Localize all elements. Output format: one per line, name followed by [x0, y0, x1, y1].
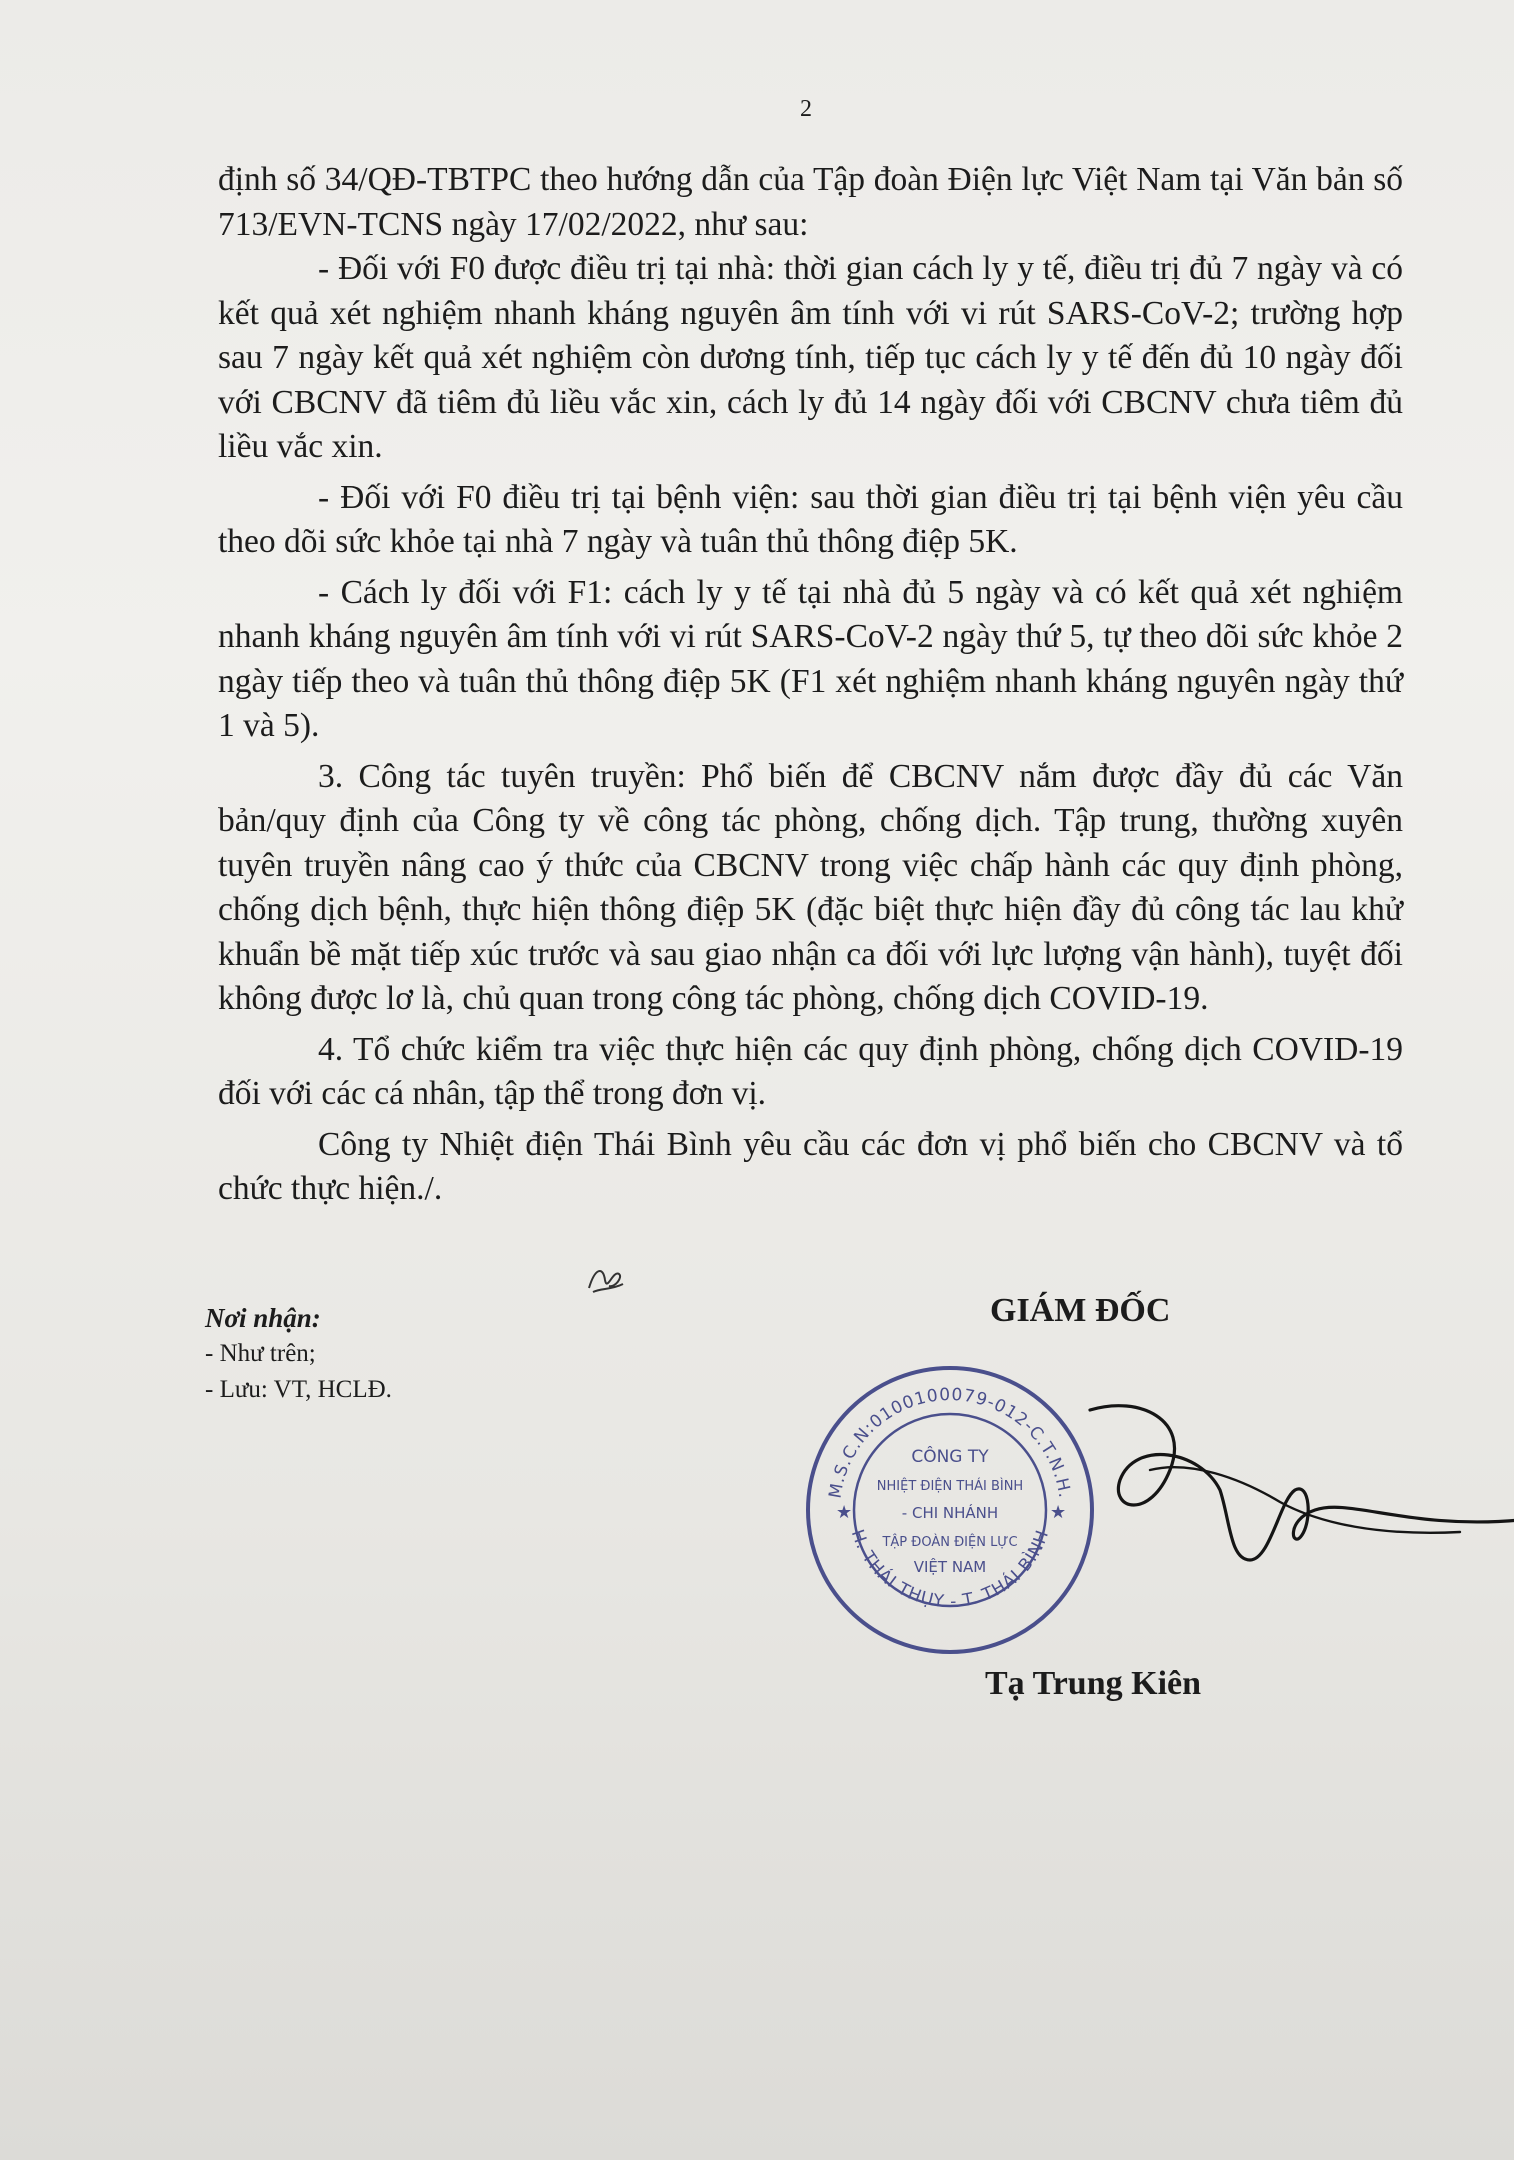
page-number: 2	[800, 96, 812, 122]
paragraph-continuation: định số 34/QĐ-TBTPC theo hướng dẫn của Tập đoàn Điện lực Việt Nam tại Văn bản số 713/EVN-TCNS ngày 17/02/2022, như sau:	[218, 161, 1403, 243]
svg-text:★: ★	[836, 1502, 853, 1522]
seal-bottom-text: H. THÁI THỤY - T. THÁI BÌNH	[846, 1527, 1054, 1612]
director-title: GIÁM ĐỐC	[990, 1292, 1171, 1329]
recipients-label: Nơi nhận:	[205, 1303, 321, 1333]
recipient-item: - Lưu: VT, HCLĐ.	[205, 1376, 392, 1403]
seal-line: NHIỆT ĐIỆN THÁI BÌNH	[876, 1479, 1024, 1494]
recipient-item: - Như trên;	[205, 1340, 316, 1367]
initials-mark	[585, 1258, 627, 1300]
seal-line: CÔNG TY	[911, 1447, 989, 1467]
paragraph-propaganda: 3. Công tác tuyên truyền: Phổ biến để CBCNV nắm được đầy đủ các Văn bản/quy định của Công ty về công tác phòng, chống dịch. Tập trung, thường xuyên tuyên truyền nâng cao ý thức của CBCNV trong việc chấp hành các quy định phòng, chống dịch bệnh, thực hiện thông điệp 5K (đặc biệt thực hiện đầy đủ công tác lau khử khuẩn bề mặt tiếp xúc trước và sau giao nhận ca đối với lực lượng vận hành), tuyệt đối không được lơ là, chủ quan trong công tác phòng, chống dịch COVID-19.	[218, 757, 1403, 1017]
recipients-block	[205, 1300, 392, 1408]
document-body	[218, 158, 1403, 1212]
director-signature	[1080, 1390, 1514, 1590]
svg-text:★: ★	[1050, 1502, 1067, 1522]
seal-ring-text: M.S.C.N:0100100079-012-C.T.N.H.	[825, 1384, 1075, 1500]
company-seal	[800, 1360, 1100, 1660]
paragraph-f0-home: - Đối với F0 được điều trị tại nhà: thời gian cách ly y tế, điều trị đủ 7 ngày và có kết quả xét nghiệm nhanh kháng nguyên âm tính với vi rút SARS-CoV-2; trường hợp sau 7 ngày kết quả xét nghiệm còn dương tính, tiếp tục cách ly y tế đến đủ 10 ngày đối với CBCNV đã tiêm đủ liều vắc xin, cách ly đủ 14 ngày đối với CBCNV chưa tiêm đủ liều vắc xin.	[218, 250, 1403, 465]
seal-line: - CHI NHÁNH	[901, 1504, 999, 1522]
director-name: Tạ Trung Kiên	[985, 1665, 1202, 1702]
seal-line: VIỆT NAM	[913, 1558, 987, 1576]
paragraph-closing: Công ty Nhiệt điện Thái Bình yêu cầu các đơn vị phổ biến cho CBCNV và tổ chức thực hiện./.	[218, 1125, 1403, 1207]
seal-line: TẬP ĐOÀN ĐIỆN LỰC	[882, 1535, 1018, 1550]
paragraph-inspection: 4. Tổ chức kiểm tra việc thực hiện các quy định phòng, chống dịch COVID-19 đối với các cá nhân, tập thể trong đơn vị.	[218, 1030, 1403, 1112]
paragraph-f1: - Cách ly đối với F1: cách ly y tế tại nhà đủ 5 ngày và có kết quả xét nghiệm nhanh kháng nguyên âm tính với vi rút SARS-CoV-2 ngày thứ 5, tự theo dõi sức khỏe 2 ngày tiếp theo và tuân thủ thông điệp 5K (F1 xét nghiệm nhanh kháng nguyên ngày thứ 1 và 5).	[218, 573, 1403, 744]
paragraph-f0-hospital: - Đối với F0 điều trị tại bệnh viện: sau thời gian điều trị tại bệnh viện yêu cầu theo dõi sức khỏe tại nhà 7 ngày và tuân thủ thông điệp 5K.	[218, 478, 1403, 560]
